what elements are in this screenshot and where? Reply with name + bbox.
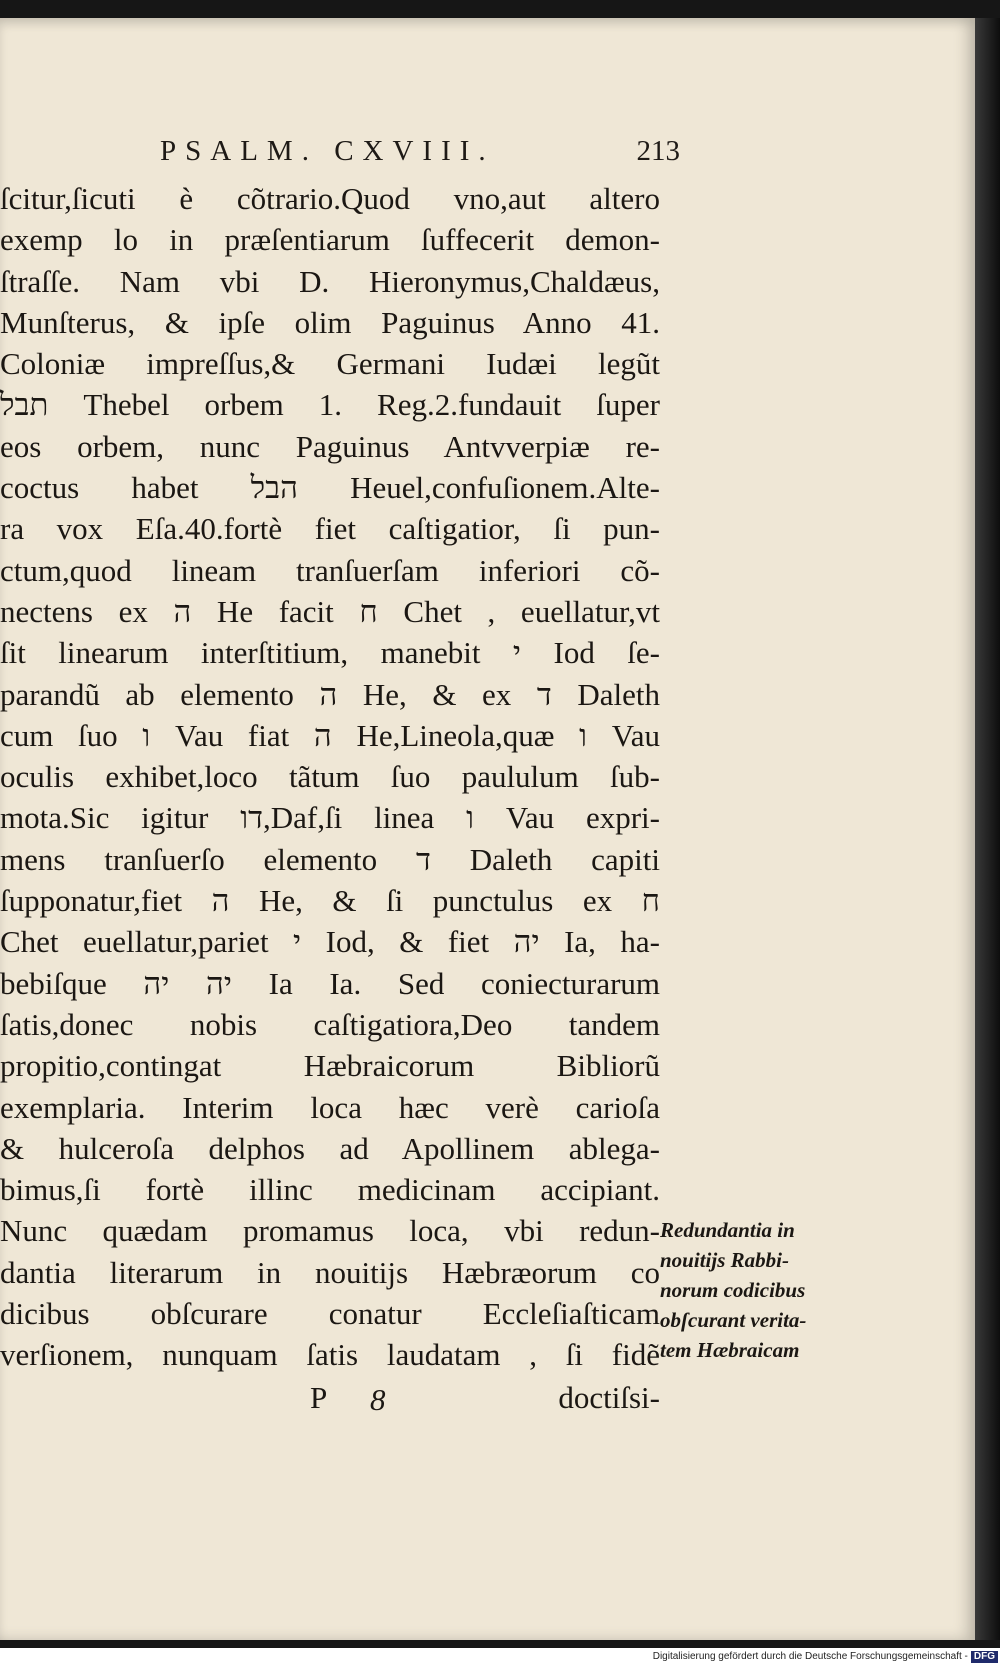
catchword-line: [0, 1380, 660, 1422]
text-line: ctum,quod lineam tranſuerſam inferiori cõ-: [0, 552, 660, 588]
text-line: mota.Sic igitur דו,Daf,ſi linea ו Vau expri-: [0, 800, 660, 836]
text-line: ſtraſſe. Nam vbi D. Hieronymus,Chaldæus,: [0, 263, 660, 299]
text-line: ſcitur,ſicuti è cõtrario.Quod vno,aut altero: [0, 181, 660, 216]
credit-text: Digitalisierung gefördert durch die Deutsche Forschungsgemeinschaft -: [652, 1651, 968, 1662]
signature-number: 8: [370, 1382, 386, 1417]
text-line: coctus habet הבל Heuel,confuſionem.Alte-: [0, 470, 660, 506]
text-line: bimus,ſi fortè illinc medicinam accipiant.: [0, 1172, 660, 1208]
text-line: bebiſque יה יה Ia Ia. Sed coniecturarum: [0, 965, 660, 1001]
text-line: & hulceroſa delphos ad Apollinem ablega-: [0, 1130, 660, 1166]
text-line: תבל Thebel orbem 1. Reg.2.fundauit ſuper: [0, 387, 660, 423]
marginal-note: [660, 1215, 860, 1365]
text-line: cum ſuo ו Vau fiat ה He,Lineola,quæ ו Vau: [0, 717, 660, 753]
text-line: Nunc quædam promamus loca, vbi redun-: [0, 1213, 660, 1249]
marginal-note-line: nouitijs Rabbi-: [660, 1248, 789, 1272]
text-line: ſupponatur,fiet ה He, & ſi punctulus ex ח: [0, 883, 660, 919]
marginal-note-line: tem Hæbraicam: [660, 1338, 800, 1362]
text-line: Coloniæ impreſſus,& Germani Iudæi legũt: [0, 346, 660, 382]
text-line: dicibus obſcurare conatur Eccleſiaſticam: [0, 1296, 660, 1332]
text-line: ſatis,donec nobis caſtigatiora,Deo tandem: [0, 1006, 660, 1042]
text-line: ſit linearum interſtitium, manebit י Iod ſe-: [0, 635, 660, 671]
marginal-note-line: Redundantia in: [660, 1218, 795, 1242]
text-line: parandũ ab elemento ה He, & ex ד Daleth: [0, 676, 660, 712]
text-line: exemp lo in præſentiarum ſuffecerit demon-: [0, 222, 660, 258]
digitization-credit: [600, 1650, 998, 1664]
text-line: dantia literarum in nouitijs Hæbræorum co: [0, 1254, 660, 1290]
marginal-note-line: obſcurant verita-: [660, 1308, 807, 1332]
text-line: Chet euellatur,pariet י Iod, & fiet יה Ia, ha-: [0, 924, 660, 960]
text-line: propitio,contingat Hæbraicorum Bibliorũ: [0, 1048, 660, 1084]
body-text: [0, 178, 660, 1376]
text-line: eos orbem, nunc Paguinus Antvverpiæ re-: [0, 428, 660, 464]
marginal-note-line: norum codicibus: [660, 1278, 806, 1302]
catchword: doctiſsi-: [558, 1380, 660, 1415]
text-line: mens tranſuerſo elemento ד Daleth capiti: [0, 841, 660, 877]
text-line: Munſterus, & ipſe olim Paguinus Anno 41.: [0, 304, 660, 340]
signature-mark: P: [310, 1380, 328, 1415]
text-line: nectens ex ה He facit ח Chet , euellatur,vt: [0, 593, 660, 629]
page-gutter-shadow: [975, 18, 1000, 1640]
text-line: exemplaria. Interim loca hæc verè carioſa: [0, 1089, 660, 1125]
dfg-logo: DFG: [971, 1651, 998, 1663]
running-head: [160, 135, 680, 177]
page-number: 213: [636, 135, 680, 167]
text-line: oculis exhibet,loco tãtum ſuo paululum ſub-: [0, 759, 660, 795]
text-line: ra vox Eſa.40.fortè fiet caſtigatior, ſi pun-: [0, 511, 660, 547]
text-line: verſionem, nunquam ſatis laudatam , ſi fidẽ: [0, 1337, 660, 1373]
running-head-title: PSALM. CXVIII.: [160, 135, 495, 167]
